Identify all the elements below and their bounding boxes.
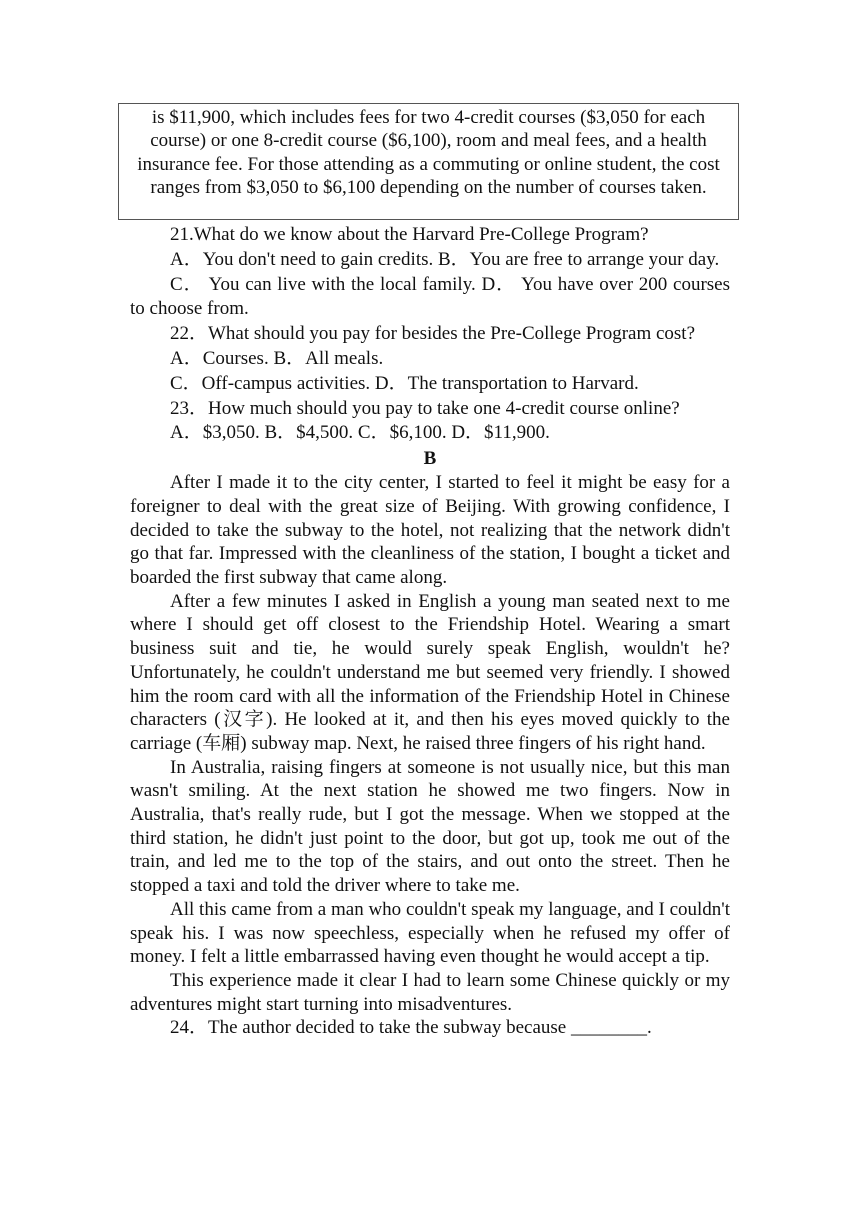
- program-info-box: [118, 103, 739, 220]
- question-22-options-ab: A．Courses. B．All meals.: [170, 347, 384, 369]
- question-24-stem: 24．The author decided to take the subway because ________.: [170, 1017, 652, 1039]
- question-22-options-cd: C．Off-campus activities. D．The transportation to Harvard.: [170, 372, 639, 394]
- question-21-options-cd: C． You can live with the local family. D． You have over 200 courses to choose from.: [130, 273, 730, 320]
- passage-paragraph: This experience made it clear I had to learn some Chinese quickly or my adventures might start turning into misadventures.: [130, 969, 730, 1015]
- passage-paragraph: All this came from a man who couldn't speak my language, and I couldn't speak his. I was now speechless, especially when he refused my offer of money. I felt a little embarrassed having even thought he would accept a tip.: [130, 898, 730, 968]
- reading-content: [130, 223, 730, 1041]
- question-21-options-ab: A．You don't need to gain credits. B．You are free to arrange your day.: [170, 248, 720, 270]
- passage-paragraph: In Australia, raising fingers at someone is not usually nice, but this man wasn't smiling. At the next station he showed me two fingers. Now in Australia, that's really rude, but I got the message. When we stopped at the third station, he didn't just point to the door, but got up, took me out of the train, and led me to the top of the stairs, and out onto the street. Then he stopped a taxi and told the driver where to take me.: [130, 756, 730, 897]
- question-21-stem: 21.What do we know about the Harvard Pre-College Program?: [170, 224, 649, 245]
- question-23-options: A．$3,050. B．$4,500. C．$6,100. D．$11,900.: [170, 422, 550, 444]
- program-cost-text: is $11,900, which includes fees for two 4-credit courses ($3,050 for each course) or one 8-credit course ($6,100), room and meal fees, and a health insurance fee. For those attending as a commuting or online student, the cost ranges from $3,050 to $6,100 depending on the number of courses taken.: [137, 107, 720, 199]
- passage-paragraph: After I made it to the city center, I started to feel it might be easy for a foreigner to deal with the great size of Beijing. With growing confidence, I decided to take the subway to the hotel, not realizing that the network didn't go that far. Impressed with the cleanliness of the station, I bought a ticket and boarded the first subway that came along.: [130, 472, 730, 588]
- passage-paragraph: After a few minutes I asked in English a young man seated next to me where I should get off closest to the Friendship Hotel. Wearing a smart business suit and tie, he would surely speak English, wouldn't he? Unfortunately, he couldn't understand me but seemed very friendly. I showed him the room card with all the information of the Friendship Hotel in Chinese characters (汉字). He looked at it, and then his eyes moved quickly to the carriage (车厢) subway map. Next, he raised three fingers of his right hand.: [130, 590, 730, 754]
- question-22-stem: 22．What should you pay for besides the Pre-College Program cost?: [170, 323, 696, 345]
- question-23-stem: 23．How much should you pay to take one 4-credit course online?: [170, 397, 680, 419]
- section-b-heading: B: [423, 448, 437, 470]
